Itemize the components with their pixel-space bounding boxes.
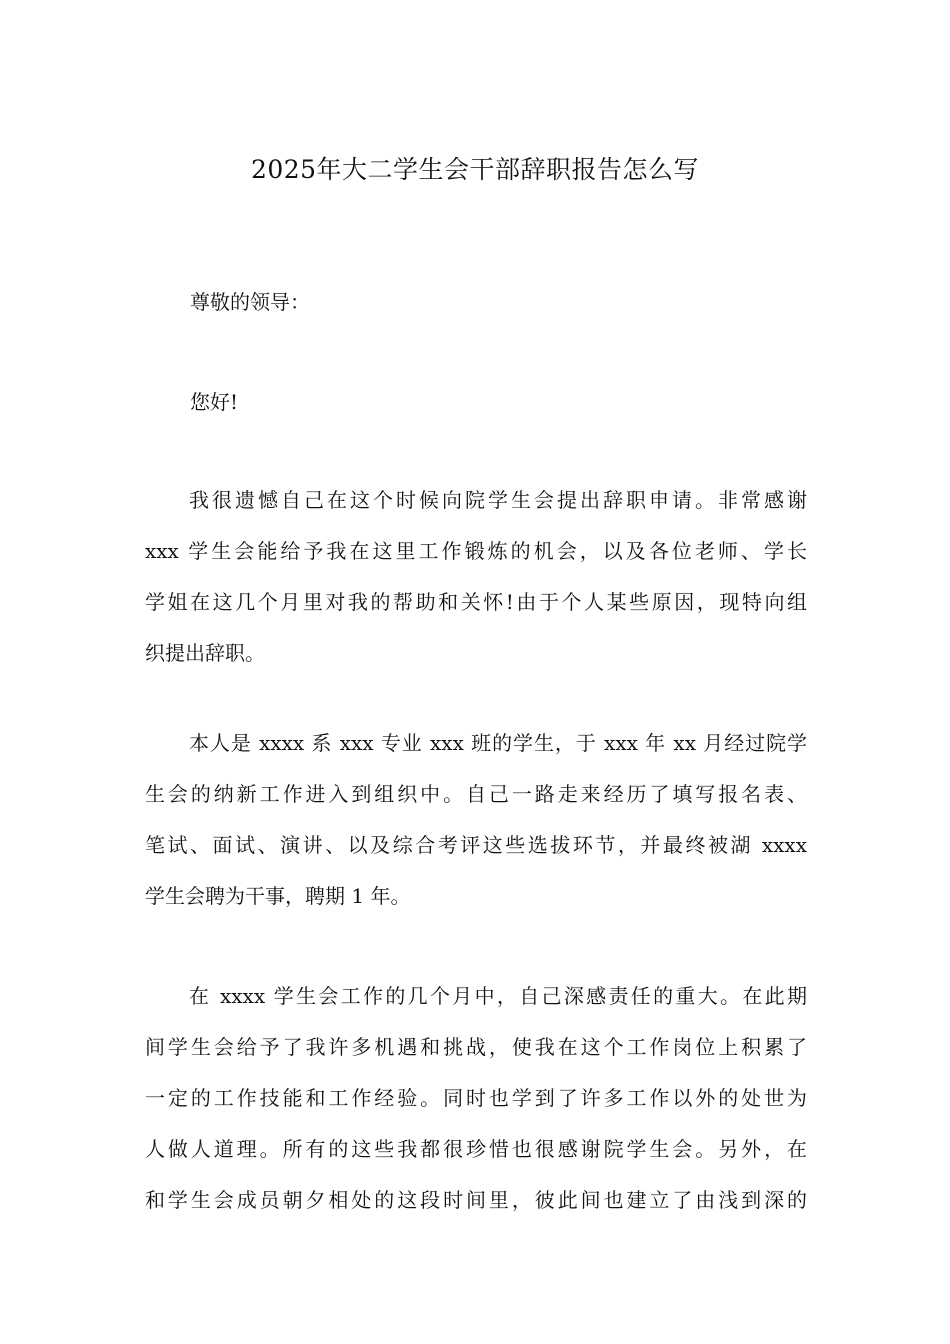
paragraph-line: 一定的工作技能和工作经验。同时也学到了许多工作以外的处世为 [145,1086,807,1110]
paragraph-line: 我很遗憾自己在这个时候向院学生会提出辞职申请。非常感谢 [189,488,807,512]
document-title: 2025年大二学生会干部辞职报告怎么写 [250,154,700,184]
paragraph-line: 笔试、面试、演讲、以及综合考评这些选拔环节，并最终被湖 xxxx [145,833,807,857]
paragraph-1 [145,475,807,679]
paragraph-line: 间学生会给予了我许多机遇和挑战，使我在这个工作岗位上积累了 [145,1035,807,1059]
paragraph-line: xxx 学生会能给予我在这里工作锻炼的机会，以及各位老师、学长 [145,539,807,563]
paragraph-line: 本人是 xxxx 系 xxx 专业 xxx 班的学生，于 xxx 年 xx 月经过院学 [189,731,807,755]
paragraph-line: 学生会聘为干事，聘期 1 年。 [145,884,411,908]
paragraph-line: 和学生会成员朝夕相处的这段时间里，彼此间也建立了由浅到深的 [145,1188,807,1212]
paragraph-line: 织提出辞职。 [145,641,265,665]
paragraph-3 [145,971,807,1226]
paragraph-line: 人做人道理。所有的这些我都很珍惜也很感谢院学生会。另外，在 [145,1137,807,1161]
paragraph-2 [145,718,807,922]
paragraph-line: 学姐在这几个月里对我的帮助和关怀!由于个人某些原因，现特向组 [145,590,807,614]
greeting-hello: 您好! [190,390,239,414]
paragraph-line: 在 xxxx 学生会工作的几个月中，自己深感责任的重大。在此期 [189,984,807,1008]
salutation: 尊敬的领导： [190,290,310,314]
paragraph-line: 生会的纳新工作进入到组织中。自己一路走来经历了填写报名表、 [145,782,807,806]
